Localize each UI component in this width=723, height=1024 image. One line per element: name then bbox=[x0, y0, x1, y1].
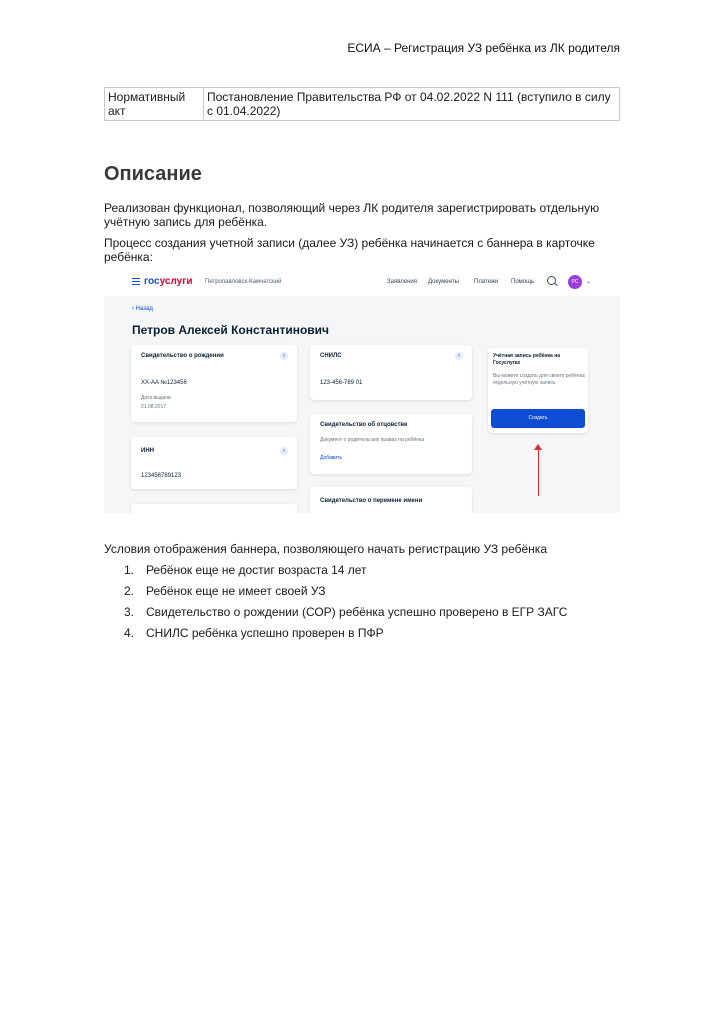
list-item: 4. СНИЛС ребёнка успешно проверен в ПФР bbox=[124, 626, 384, 640]
menu-icon[interactable] bbox=[132, 278, 140, 287]
red-arrow-annotation bbox=[537, 444, 540, 496]
embedded-screenshot bbox=[104, 268, 620, 513]
paternity-card[interactable] bbox=[310, 414, 472, 474]
document-card[interactable] bbox=[131, 504, 297, 513]
inn-card[interactable] bbox=[131, 437, 297, 489]
issue-date-label: Дата выдачи bbox=[141, 395, 171, 401]
region-selector[interactable]: Петропавловск-Камчатский bbox=[205, 279, 282, 285]
list-item: 3. Свидетельство о рождении (СОР) ребёнка успешно проверено в ЕГР ЗАГС bbox=[124, 605, 568, 619]
gosuslugi-topbar bbox=[104, 268, 620, 296]
banner-title: Учётная запись ребёнка на Госуслугах bbox=[493, 353, 561, 366]
add-link[interactable]: Добавить bbox=[320, 455, 343, 461]
conditions-title: Условия отображения баннера, позволяющего начать регистрацию УЗ ребёнка bbox=[104, 542, 547, 556]
list-item: 1. Ребёнок еще не достиг возраста 14 лет bbox=[124, 563, 367, 577]
banner-text: Вы можете создать для своего ребёнка отдельную учётную запись bbox=[493, 373, 585, 386]
search-icon[interactable] bbox=[547, 276, 556, 285]
regulation-key: Нормативный акт bbox=[105, 88, 204, 121]
table-row bbox=[105, 88, 620, 121]
avatar[interactable]: PC bbox=[568, 275, 582, 289]
card-title: Свидетельство о перемене имени bbox=[320, 498, 423, 504]
document-header-title: ЕСИА – Регистрация УЗ ребёнка из ЛК родителя bbox=[347, 41, 620, 55]
nav-documents[interactable]: Документы bbox=[428, 279, 459, 285]
card-title: Свидетельство об отцовстве bbox=[320, 422, 408, 428]
paternity-description: Документ о родительских правах на ребёнка bbox=[320, 437, 425, 443]
chevron-right-icon[interactable]: › bbox=[455, 352, 463, 360]
nav-help[interactable]: Помощь bbox=[511, 279, 535, 285]
paragraph-intro: Реализован функционал, позволяющий через ЛК родителя зарегистрировать отдельную учётную запись для ребёнка. bbox=[104, 201, 600, 229]
birth-certificate-card[interactable] bbox=[131, 345, 297, 422]
issue-date: 21.08.2017 bbox=[141, 404, 167, 410]
person-name: Петров Алексей Константинович bbox=[132, 323, 330, 337]
back-link[interactable]: ‹ Назад bbox=[132, 306, 153, 312]
child-account-banner bbox=[488, 348, 588, 433]
card-title: СНИЛС bbox=[320, 353, 342, 359]
nav-applications[interactable]: Заявления bbox=[387, 279, 418, 285]
name-change-card[interactable] bbox=[310, 487, 472, 513]
chevron-right-icon[interactable]: › bbox=[280, 352, 288, 360]
regulation-value: Постановление Правительства РФ от 04.02.2022 N 111 (вступило в силу с 01.04.2022) bbox=[204, 88, 620, 121]
chevron-down-icon[interactable]: ⌄ bbox=[586, 279, 592, 285]
snils-card[interactable] bbox=[310, 345, 472, 400]
chevron-right-icon[interactable]: › bbox=[280, 447, 288, 455]
create-button[interactable]: Создать bbox=[491, 409, 585, 428]
nav-payments[interactable]: Платежи bbox=[474, 279, 499, 285]
section-title: Описание bbox=[104, 163, 202, 185]
card-title: ИНН bbox=[141, 448, 154, 454]
card-title: Свидетельство о рождении bbox=[141, 353, 224, 359]
snils-value: 123-456-789 01 bbox=[320, 380, 363, 386]
inn-value: 123456789123 bbox=[141, 473, 182, 479]
paragraph-process: Процесс создания учетной записи (далее УЗ) ребёнка начинается с баннера в карточке ребёнка: bbox=[104, 236, 595, 264]
regulation-table bbox=[104, 87, 620, 121]
conditions-list bbox=[124, 563, 567, 647]
list-item: 2. Ребёнок еще не имеет своей УЗ bbox=[124, 584, 326, 598]
birth-cert-number: XX-AA №123456 bbox=[141, 380, 187, 386]
gosuslugi-logo[interactable]: госуслуги bbox=[144, 276, 193, 287]
